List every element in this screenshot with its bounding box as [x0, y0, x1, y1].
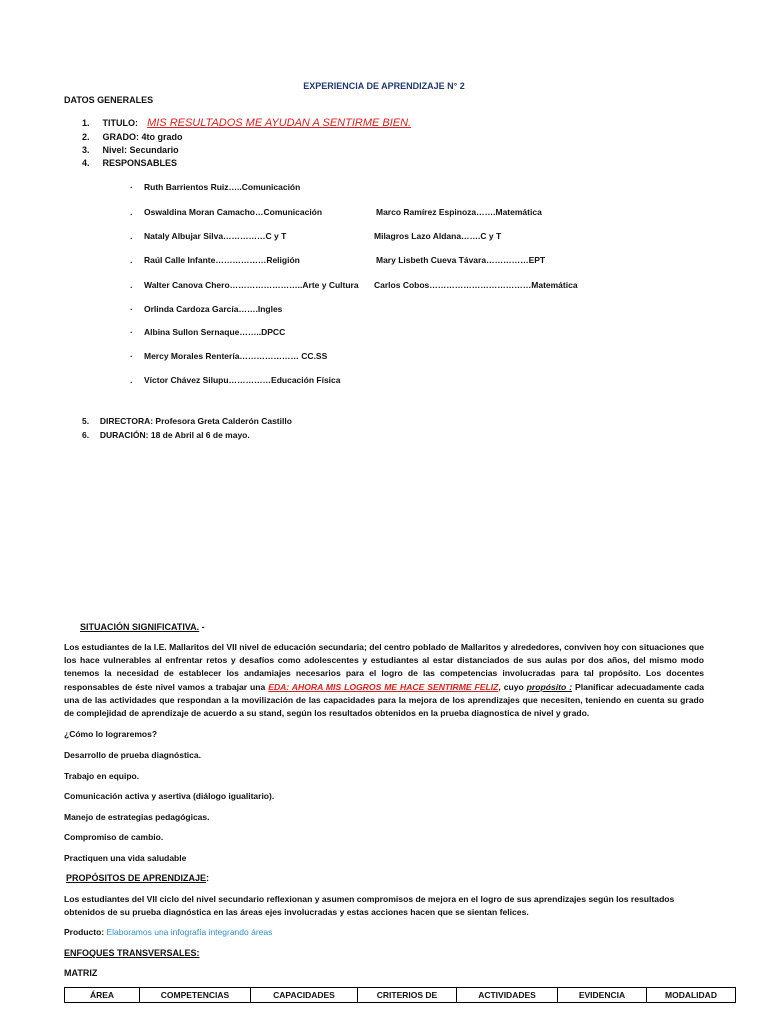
responsable-row: [130, 280, 359, 290]
responsable-name: Walter Canova Chero……………………..Arte y Cultura: [144, 280, 359, 290]
heading-suffix: -: [199, 622, 205, 632]
item-number: 3.: [82, 145, 90, 155]
general-item-1: [82, 117, 411, 129]
situacion-text: , cuyo: [498, 681, 527, 692]
enfoques-heading: ENFOQUES TRANSVERSALES:: [64, 948, 200, 958]
propositos-text: Los estudiantes del VII ciclo del nivel secundario reflexionan y asumen compromisos de mejora en el logro de sus aprendizajes según los resultados obtenidos de su prueba diagnóstica en las áreas ejes involucradas y estas acciones hacen que se sientan felices.: [64, 894, 675, 918]
responsable-right: Marco Ramírez Espinoza…….Matemática: [376, 207, 542, 217]
text-line: Manejo de estrategias pedagógicas.: [64, 812, 210, 822]
titulo-value: MIS RESULTADOS ME AYUDAN A SENTIRME BIEN.: [147, 117, 412, 129]
item-number: 5.: [82, 416, 90, 426]
situacion-heading: [80, 622, 205, 632]
bullet: .: [130, 207, 133, 217]
duracion-text: DURACIÓN: 18 de Abril al 6 de mayo.: [99, 430, 250, 440]
propositos-heading: [66, 873, 209, 883]
general-item-4: [82, 158, 177, 168]
situacion-text: Los estudiantes de la I.E. Mallaritos del VII nivel de educación secundaria; del centro poblado de Mallaritos y alrededores, conviven hoy con situaciones que los hace vulnerables al enfrentar retos y desafíos como adolescentes y estudiantes al estar distanciados de sus aulas por dos años, del mismo modo tenemos la necesidad de establecer los andamiajes necesarios para el logro de las competencias involucradas para tal propósito. Los docentes responsables de éste nivel vamos a trabajar una: [64, 642, 704, 692]
bullet: .: [130, 375, 133, 385]
bullet: ·: [130, 182, 133, 192]
responsable-name: Ruth Barrientos Ruiz…..Comunicación: [144, 182, 301, 192]
item-number: 1.: [82, 118, 90, 128]
responsable-row: [130, 255, 300, 265]
directora-text: DIRECTORA: Profesora Greta Calderón Castillo: [99, 416, 292, 426]
heading-suffix: :: [206, 873, 210, 883]
responsable-row: [130, 351, 327, 361]
matriz-table: [64, 987, 736, 1003]
general-item-5: [82, 416, 292, 426]
column-header: EVIDENCIA: [558, 988, 647, 1003]
responsable-name: Mercy Morales Rentería………………… CC.SS: [144, 351, 328, 361]
proposito-label: propósito :: [526, 681, 573, 692]
responsable-name: Orlinda Cardoza García…….Ingles: [144, 304, 283, 314]
situacion-text: Planificar adecuadamente cada una de las actividades que respondan a la movilización de las capacidades para la mejora de los aprendizajes que necesiten, teniendo en cuenta su grado de complejidad de aprendizaje de acuerdo a su stand, según los resultados obtenidos en la prueba diagnostica de nivel y grado.: [64, 681, 704, 719]
responsable-right: Carlos Cobos………………………………Matemática: [374, 280, 578, 290]
bullet: ·: [130, 304, 133, 314]
item-number: 2.: [82, 132, 90, 142]
eda-title: EDA: AHORA MIS LOGROS ME HACE SENTIRME FELIZ: [268, 681, 499, 692]
text-line: Desarrollo de prueba diagnóstica.: [64, 750, 201, 760]
responsable-right: Mary Lisbeth Cueva Távara……………EPT: [376, 255, 546, 265]
item-number: 4.: [82, 158, 90, 168]
general-item-6: [82, 430, 250, 440]
text-line: Comunicación activa y asertiva (diálogo igualitario).: [64, 791, 275, 801]
responsable-row: [130, 375, 340, 385]
general-item-3: [82, 145, 179, 155]
responsable-row: [130, 207, 322, 217]
bullet: .: [130, 280, 133, 290]
matriz-heading: MATRIZ: [64, 968, 98, 978]
situacion-heading-text: SITUACIÓN SIGNIFICATIVA.: [80, 622, 200, 632]
responsable-name: Nataly Albujar Silva……………C y T: [144, 231, 287, 241]
bullet: ·: [130, 327, 133, 337]
bullet: .: [130, 255, 133, 265]
table-header-row: [65, 988, 736, 1003]
responsable-row: [130, 304, 282, 314]
producto-label: Producto:: [64, 927, 105, 937]
responsable-name: Oswaldina Moran Camacho…Comunicación: [144, 207, 323, 217]
nivel-label: Nivel: Secundario: [102, 145, 179, 155]
producto-line: [64, 927, 272, 937]
responsable-row: [130, 231, 286, 241]
bullet: ·: [130, 351, 133, 361]
titulo-label: TITULO:: [102, 118, 139, 128]
text-line: Trabajo en equipo.: [64, 771, 140, 781]
responsable-name: Raúl Calle Infante………………Religión: [144, 255, 300, 265]
column-header: CRITERIOS DE: [358, 988, 457, 1003]
text-line: ¿Cómo lo lograremos?: [64, 729, 158, 739]
situacion-paragraph: [64, 641, 704, 720]
responsables-label: RESPONSABLES: [102, 158, 178, 168]
propositos-heading-text: PROPÓSITOS DE APRENDIZAJE: [66, 873, 207, 883]
bullet: .: [130, 231, 133, 241]
text-line: Compromiso de cambio.: [64, 832, 164, 842]
grado-label: GRADO: 4to grado: [102, 132, 183, 142]
text-line: Practiquen una vida saludable: [64, 853, 187, 863]
responsable-name: Albina Sullon Sernaque……..DPCC: [144, 327, 286, 337]
general-item-2: [82, 132, 183, 142]
column-header: MODALIDAD: [647, 988, 736, 1003]
document-title: EXPERIENCIA DE APRENDIZAJE N° 2: [303, 81, 465, 91]
responsable-row: [130, 327, 285, 337]
column-header: CAPACIDADES: [251, 988, 358, 1003]
column-header: COMPETENCIAS: [140, 988, 251, 1003]
section-datos-generales: DATOS GENERALES: [64, 95, 154, 105]
column-header: ÁREA: [65, 988, 140, 1003]
responsable-right: Milagros Lazo Aldana…….C y T: [374, 231, 502, 241]
column-header: ACTIVIDADES: [457, 988, 558, 1003]
responsable-row: [130, 182, 300, 192]
item-number: 6.: [82, 430, 90, 440]
responsable-name: Víctor Chávez Silupu……………Educación Física: [144, 375, 341, 385]
producto-value: Elaboramos una infografía integrando áreas: [104, 927, 273, 937]
